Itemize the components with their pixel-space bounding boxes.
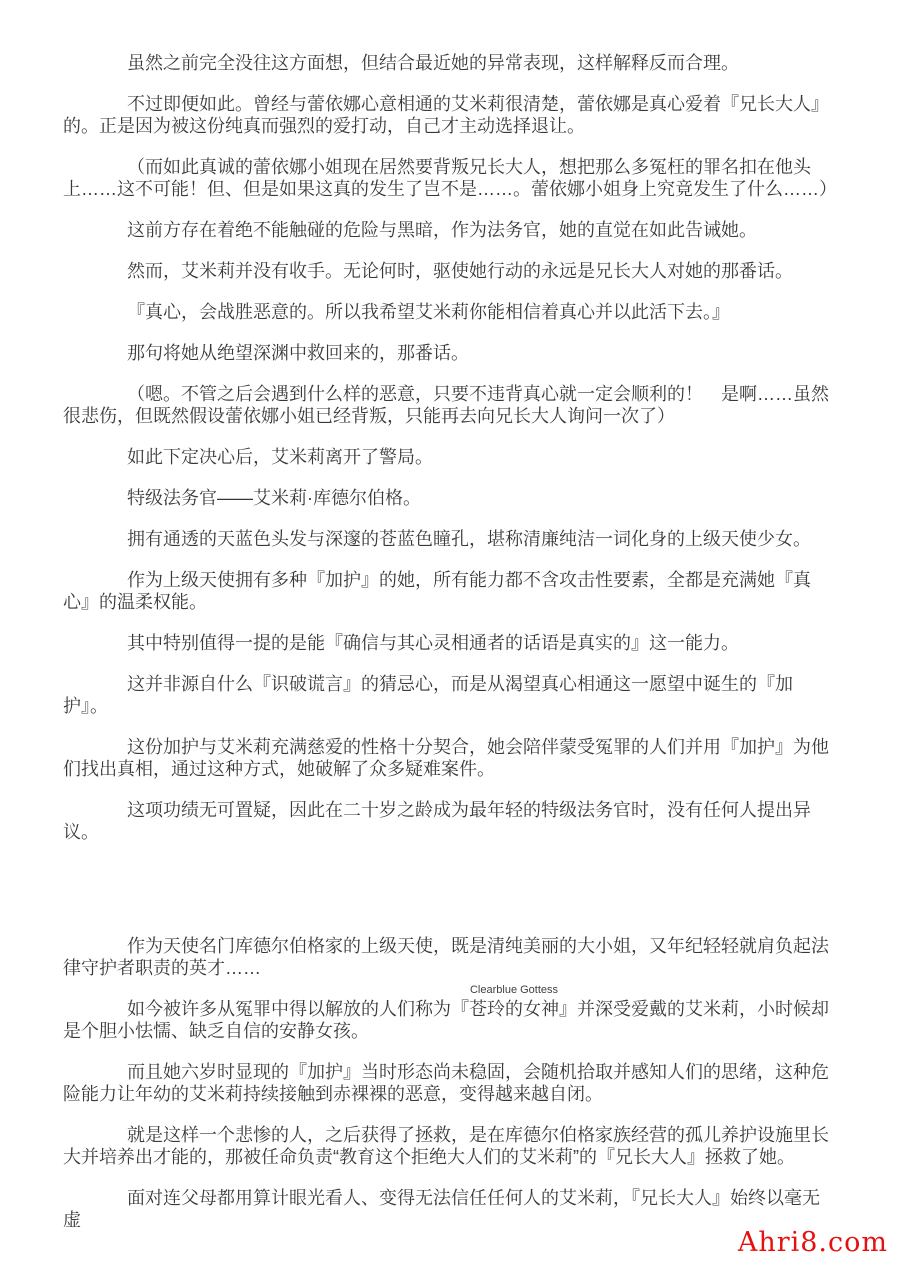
site-watermark: Ahri8.com — [737, 1227, 888, 1258]
paragraph: 而且她六岁时显现的『加护』当时形态尚未稳固，会随机拾取并感知人们的思绪，这种危险能力让年幼的艾米莉持续接触到赤裸裸的恶意，变得越来越自闭。 — [63, 1062, 829, 1104]
paragraph: 不过即便如此。曾经与蕾依娜心意相通的艾米莉很清楚，蕾依娜是真心爱着『兄长大人』的。正是因为被这份纯真而强烈的爱打动，自己才主动选择退让。 — [63, 94, 829, 136]
paragraph-quote: 『真心，会战胜恶意的。所以我希望艾米莉你能相信着真心并以此活下去。』 — [127, 302, 730, 322]
paragraph: 虽然之前完全没往这方面想，但结合最近她的异常表现，这样解释反而合理。 — [127, 53, 739, 73]
paragraph: 这项功绩无可置疑，因此在二十岁之龄成为最年轻的特级法务官时，没有任何人提出异议。 — [63, 800, 811, 842]
section-break-gap — [63, 862, 834, 935]
paragraph: 特级法务官——艾米莉·库德尔伯格。 — [127, 488, 421, 508]
paragraph-with-ruby — [63, 984, 834, 1042]
paragraph: 其中特别值得一提的是能『确信与其心灵相通者的话语是真实的』这一能力。 — [127, 633, 739, 653]
paragraph: （而如此真诚的蕾依娜小姐现在居然要背叛兄长大人，想把那么多冤枉的罪名扣在他头上……这不可能！但、但是如果这真的发生了岂不是……。蕾依娜小姐身上究竟发生了什么……） — [63, 157, 837, 199]
paragraph: 然而，艾米莉并没有收手。无论何时，驱使她行动的永远是兄长大人对她的那番话。 — [127, 261, 793, 281]
paragraph: 作为天使名门库德尔伯格家的上级天使，既是清纯美丽的大小姐，又年纪轻轻就肩负起法律守护者职责的英才…… — [63, 936, 829, 978]
ruby-term — [469, 984, 559, 1019]
paragraph: 就是这样一个悲惨的人，之后获得了拯救，是在库德尔伯格家族经营的孤儿养护设施里长大并培养出才能的，那被任命负责“教育这个拒绝大人们的艾米莉”的『兄长大人』拯救了她。 — [63, 1125, 829, 1167]
paragraph: 拥有通透的天蓝色头发与深邃的苍蓝色瞳孔，堪称清廉纯洁一词化身的上级天使少女。 — [127, 529, 811, 549]
paragraph: 这份加护与艾米莉充满慈爱的性格十分契合，她会陪伴蒙受冤罪的人们并用『加护』为他们找出真相，通过这种方式，她破解了众多疑难案件。 — [63, 737, 829, 779]
text-after-ruby: 』并深受爱戴的艾米莉，小时候却是个胆小怯懦、缺乏自信的安静女孩。 — [63, 999, 829, 1041]
paragraph: 这并非源自什么『识破谎言』的猜忌心，而是从渴望真心相通这一愿望中诞生的『加护』。 — [63, 674, 793, 716]
ruby-annotation: Clearblue Gottess — [469, 984, 559, 996]
text-before-ruby: 如今被许多从冤罪中得以解放的人们称为『 — [127, 999, 469, 1019]
ruby-base-text: 苍玲的女神 — [469, 999, 559, 1019]
paragraph: （嗯。不管之后会遇到什么样的恶意，只要不违背真心就一定会顺利的！ 是啊……虽然很悲伤，但既然假设蕾依娜小姐已经背叛，只能再去向兄长大人询问一次了） — [63, 384, 829, 426]
paragraph: 面对连父母都用算计眼光看人、变得无法信任任何人的艾米莉，『兄长大人』始终以毫无虚 — [63, 1188, 820, 1230]
paragraph: 作为上级天使拥有多种『加护』的她，所有能力都不含攻击性要素，全都是充满她『真心』的温柔权能。 — [63, 570, 811, 612]
paragraph: 那句将她从绝望深渊中救回来的，那番话。 — [127, 343, 469, 363]
paragraph: 这前方存在着绝不能触碰的危险与黑暗，作为法务官，她的直觉在如此告诫她。 — [127, 220, 757, 240]
paragraph: 如此下定决心后，艾米莉离开了警局。 — [127, 447, 433, 467]
